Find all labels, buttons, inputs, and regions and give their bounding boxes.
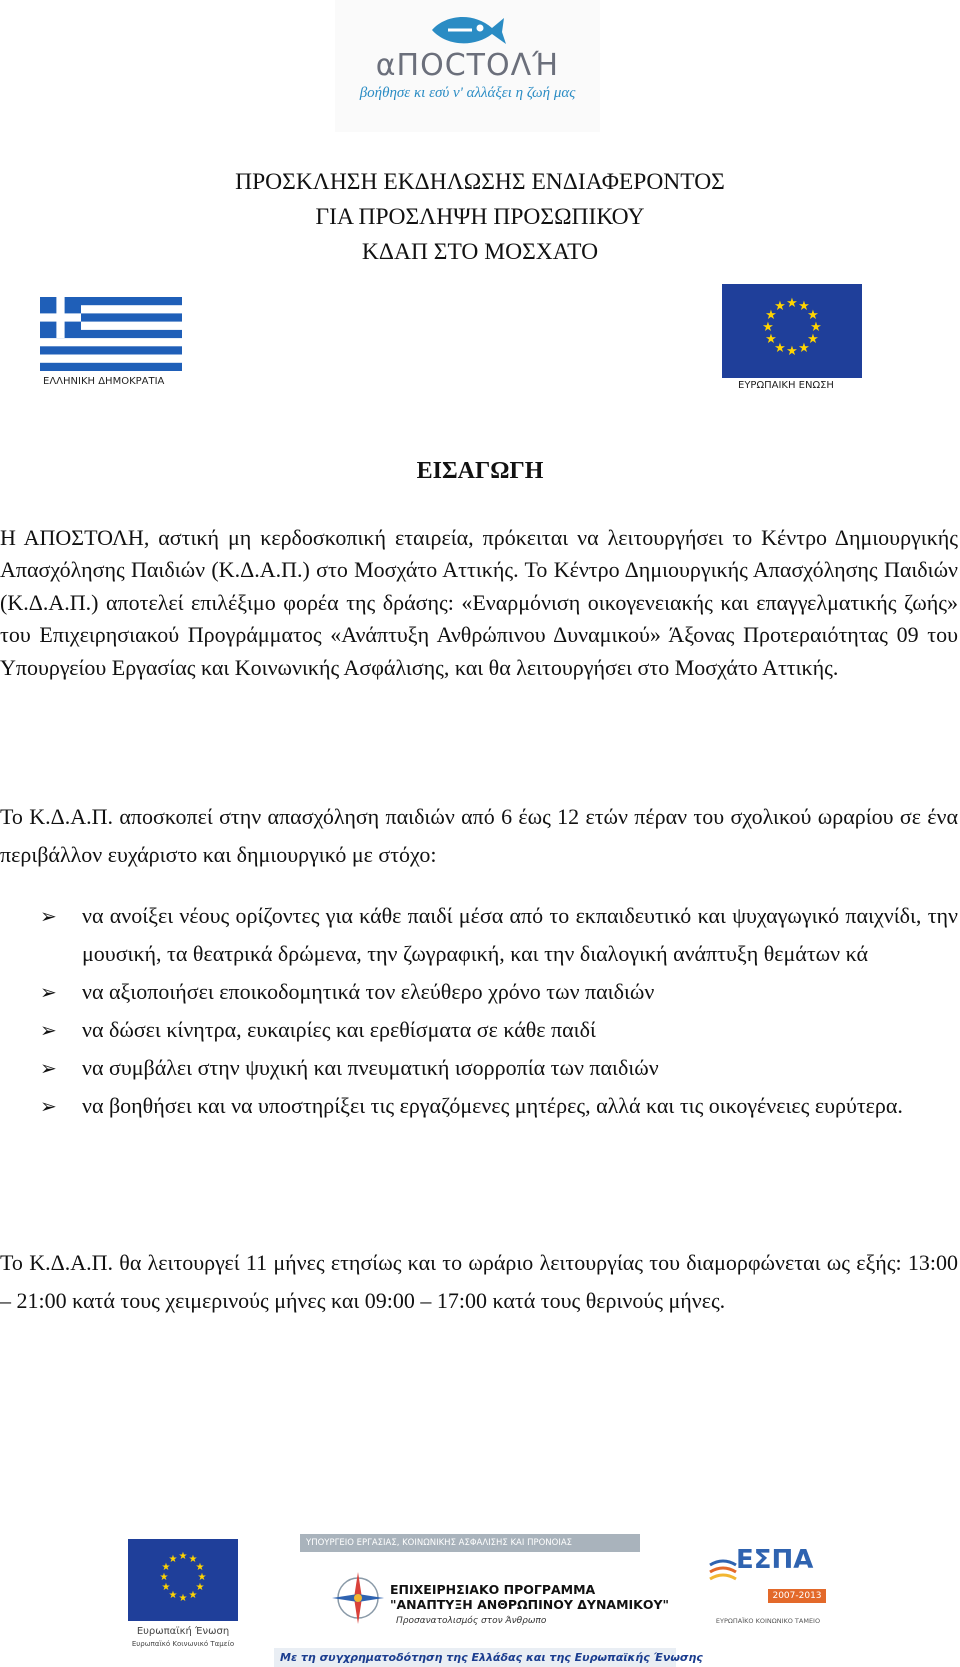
svg-text:★: ★: [810, 320, 822, 335]
list-item: [0, 897, 958, 973]
program-title-line: ΕΠΙΧΕΙΡΗΣΙΑΚΟ ΠΡΟΓΡΑΜΜΑ: [390, 1582, 596, 1597]
compass-icon: [330, 1570, 386, 1626]
svg-text:★: ★: [159, 1572, 169, 1583]
cofunding-band: Με τη συγχρηματοδότηση της Ελλάδας και της Ευρωπαϊκής Ένωσης: [274, 1648, 676, 1667]
title-line: ΚΔΑΠ ΣΤΟ ΜΟΣΧΑΤΟ: [361, 239, 599, 265]
espa-emblem-icon: [708, 1557, 738, 1587]
svg-text:★: ★: [195, 1562, 205, 1573]
greek-flag-caption: ΕΛΛΗΝΙΚΗ ΔΗΜΟΚΡΑΤΙΑ: [43, 376, 165, 387]
aims-paragraph: Το Κ.Δ.Α.Π. αποσκοπεί στην απασχόληση παιδιών από 6 έως 12 ετών πέραν του σχολικού ωραρίου σε ένα περιβάλλον ευχάριστο και δημιουργικό με στόχο:: [0, 804, 958, 867]
ministry-band: ΥΠΟΥΡΓΕΙΟ ΕΡΓΑΣΙΑΣ, ΚΟΙΝΩΝΙΚΗΣ ΑΣΦΑΛΙΣΗΣ ΚΑΙ ΠΡΟΝΟΙΑΣ: [300, 1534, 640, 1552]
list-item: [0, 1087, 958, 1125]
espa-wordmark: ΕΣΠΑ: [736, 1545, 814, 1575]
footer-eu-logo: [128, 1539, 238, 1650]
svg-text:★: ★: [774, 299, 786, 314]
list-item-text: να ανοίξει νέους ορίζοντες για κάθε παιδί μέσα από το εκπαιδευτικό και ψυχαγωγικό παιχνίδι, την μουσική, τα θεατρικά δρώμενα, την ζωγραφική, και την διαλογική ανάπτυξη θεμάτων κά: [82, 903, 958, 966]
svg-text:★: ★: [765, 332, 777, 347]
footer-eu-caption: Ευρωπαϊκή Ένωση: [136, 1626, 230, 1637]
logo-tagline: βοήθησε κι εσύ ν' αλλάξει η ζωή μας: [359, 85, 576, 101]
svg-text:★: ★: [786, 296, 798, 311]
program-title-line: "ΑΝΑΠΤΥΞΗ ΑΝΘΡΩΠΙΝΟΥ ΔΥΝΑΜΙΚΟΥ": [390, 1597, 670, 1612]
svg-text:★: ★: [774, 341, 786, 356]
arrow-bullet-icon: ➢: [40, 904, 57, 928]
svg-text:★: ★: [762, 320, 774, 335]
list-item: [0, 1011, 958, 1049]
svg-text:★: ★: [161, 1562, 171, 1573]
svg-text:★: ★: [786, 344, 798, 359]
svg-text:★: ★: [188, 1554, 198, 1565]
logo-wordmark: αΠΟCΤΟΛΉ: [375, 48, 560, 83]
svg-text:★: ★: [798, 299, 810, 314]
greek-flag-icon: [40, 297, 182, 371]
fish-icon: [428, 10, 508, 50]
document-title: [0, 165, 960, 270]
intro-paragraph: Η ΑΠΟΣΤΟΛΗ, αστική μη κερδοσκοπική εταιρεία, πρόκειται να λειτουργήσει το Κέντρο Δημιουργικής Απασχόλησης Παιδιών (Κ.Δ.Α.Π.) στο Μοσχάτο Αττικής. Το Κέντρο Δημιουργικής Απασχόλησης Παιδιών (Κ.Δ.Α.Π.) αποτελεί επιλέξιμο φορέα της δράσης: «Εναρμόνιση οικογενειακής και επαγγελματικής ζωής» του Επιχειρησιακού Προγράμματος «Ανάπτυξη Ανθρώπινου Δυναμικού» Άξονας Προτεραιότητας 09 του Υπουργείου Εργασίας και Κοινωνικής Ασφάλισης, και θα λειτουργήσει στο Μοσχάτο Αττικής.: [0, 525, 958, 680]
program-title: [390, 1582, 669, 1612]
footer-eu-subcaption: Ευρωπαϊκό Κοινωνικό Ταμείο: [131, 1640, 235, 1648]
svg-text:★: ★: [798, 341, 810, 356]
svg-text:★: ★: [168, 1590, 178, 1601]
eu-flag-caption: ΕΥΡΩΠΑΙΚΗ ΕΝΩΣΗ: [738, 380, 834, 391]
espa-years: 2007-2013: [768, 1589, 826, 1603]
eu-flag-icon: [722, 284, 862, 378]
svg-text:★: ★: [188, 1590, 198, 1601]
aims-list: [0, 897, 958, 1125]
svg-text:★: ★: [807, 332, 819, 347]
arrow-bullet-icon: ➢: [40, 1094, 57, 1118]
title-line: ΠΡΟΣΚΛΗΣΗ ΕΚΔΗΛΩΣΗΣ ΕΝΔΙΑΦΕΡΟΝΤΟΣ: [235, 169, 725, 195]
arrow-bullet-icon: ➢: [40, 980, 57, 1004]
list-item-text: να συμβάλει στην ψυχική και πνευματική ισορροπία των παιδιών: [82, 1055, 659, 1080]
svg-text:★: ★: [168, 1554, 178, 1565]
section-heading: ΕΙΣΑΓΩΓΗ: [416, 458, 544, 484]
espa-caption: ΕΥΡΩΠΑΪΚΟ ΚΟΙΝΩΝΙΚΟ ΤΑΜΕΙΟ: [715, 1617, 821, 1625]
svg-text:★: ★: [765, 308, 777, 323]
eu-flag-icon: [128, 1539, 238, 1621]
list-item-text: να αξιοποιήσει εποικοδομητικά τον ελεύθερο χρόνο των παιδιών: [82, 979, 655, 1004]
svg-text:★: ★: [178, 1593, 188, 1604]
list-item: [0, 973, 958, 1011]
title-line: ΓΙΑ ΠΡΟΣΛΗΨΗ ΠΡΟΣΩΠΙΚΟΥ: [315, 204, 645, 230]
schedule-paragraph: Το Κ.Δ.Α.Π. θα λειτουργεί 11 μήνες ετησίως και το ωράριο λειτουργίας του διαμορφώνεται ως εξής: 13:00 – 21:00 κατά τους χειμερινούς μήνες και 09:00 – 17:00 κατά τους θερινούς μήνες.: [0, 1250, 958, 1313]
svg-text:★: ★: [161, 1582, 171, 1593]
list-item-text: να δώσει κίνητρα, ευκαιρίες και ερεθίσματα σε κάθε παιδί: [82, 1017, 596, 1042]
svg-text:★: ★: [195, 1582, 205, 1593]
svg-text:★: ★: [197, 1572, 207, 1583]
footer-program-logo: [280, 1534, 703, 1667]
svg-text:★: ★: [807, 308, 819, 323]
arrow-bullet-icon: ➢: [40, 1056, 57, 1080]
list-item: [0, 1049, 958, 1087]
list-item-text: να βοηθήσει και να υποστηρίξει τις εργαζόμενες μητέρες, αλλά και τις οικογένειες ευρύτερα.: [82, 1093, 903, 1118]
arrow-bullet-icon: ➢: [40, 1018, 57, 1042]
apostoli-logo: [335, 0, 600, 132]
program-subtitle: Προσανατολισμός στον Άνθρωπο: [396, 1616, 547, 1626]
svg-text:★: ★: [178, 1551, 188, 1562]
